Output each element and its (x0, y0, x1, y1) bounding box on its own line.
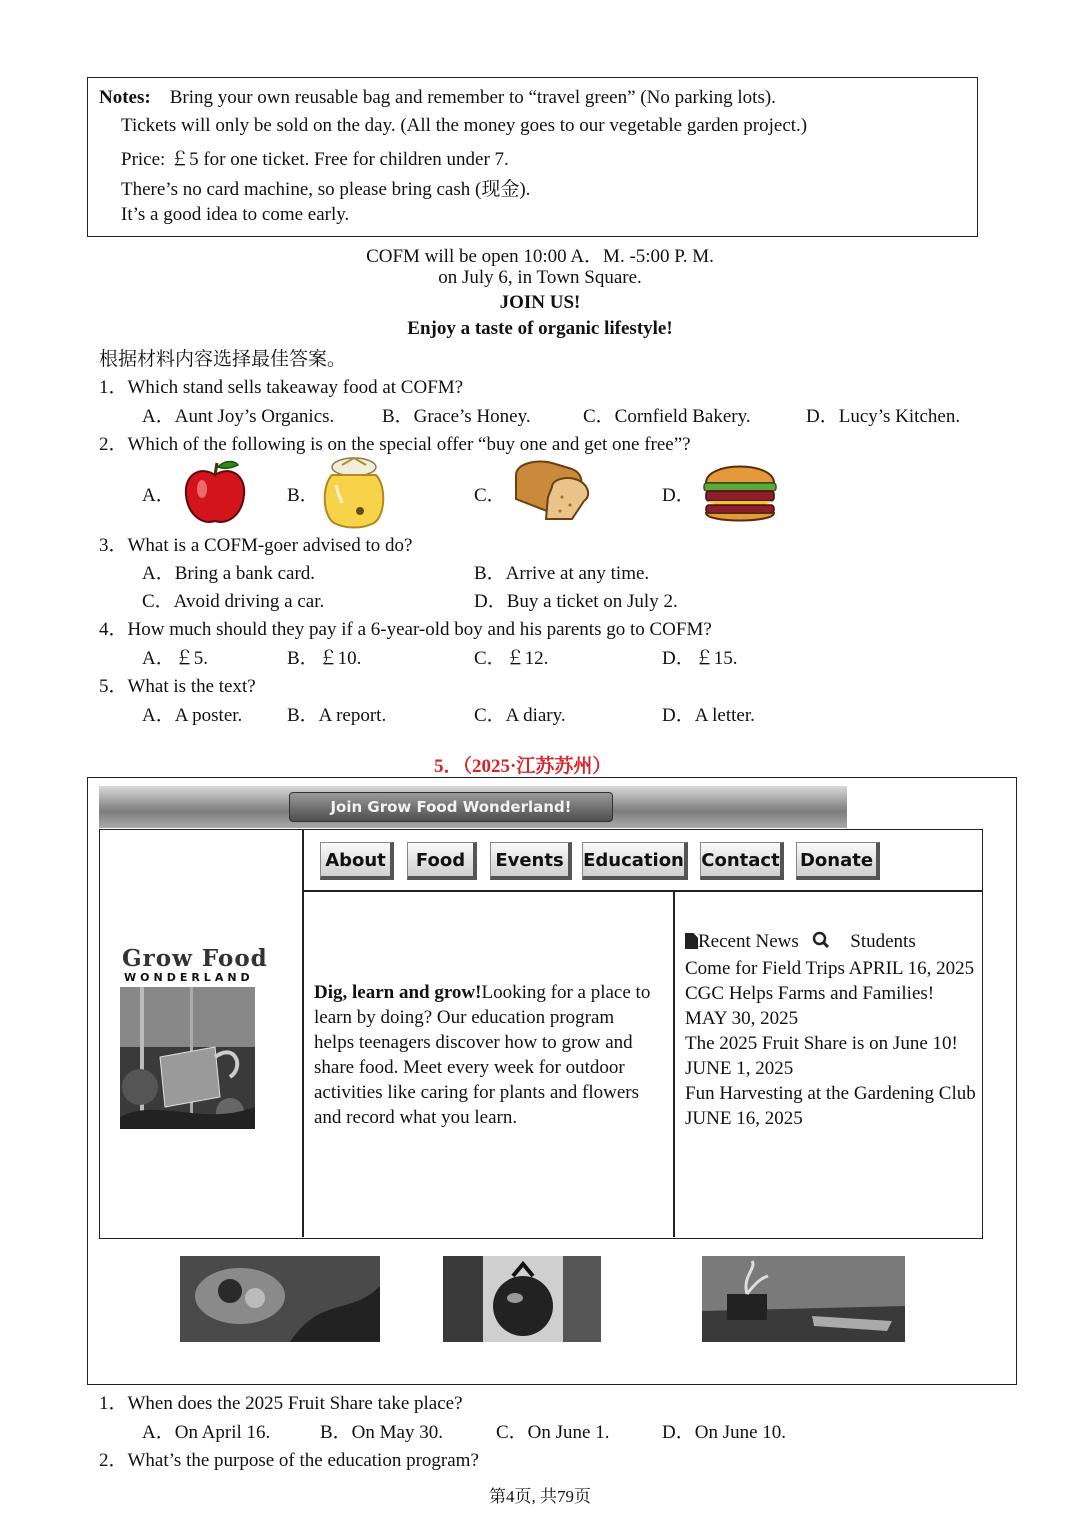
nav-donate[interactable]: Donate (796, 842, 880, 880)
p1-q3-option-d[interactable]: D．Buy a ticket on July 2. (474, 591, 678, 612)
p1-q3-option-a[interactable]: A．Bring a bank card. (142, 563, 316, 584)
nav-contact[interactable]: Contact (700, 842, 784, 880)
bread-icon[interactable] (512, 457, 594, 525)
apple-icon[interactable] (180, 457, 250, 527)
notes-box (87, 77, 978, 237)
p1-q3-option-c[interactable]: C．Avoid driving a car. (142, 591, 325, 612)
notes-line-2: Tickets will only be sold on the day. (All the money goes to our vegetable garden project.) (121, 115, 808, 136)
potted-plant-photo (702, 1256, 905, 1342)
website-layout-grid (99, 829, 983, 1239)
p1-q2-stem: 2．Which of the following is on the special offer “buy one and get one free”? (99, 434, 691, 455)
honey-jar-icon[interactable] (318, 455, 390, 529)
section-5-title: 5．（2025·江苏苏州） (434, 756, 612, 777)
nav-about[interactable]: About (320, 842, 394, 880)
page-footer: 第4页, 共79页 (489, 1487, 591, 1506)
p1-q4-option-b[interactable]: B．￡10. (287, 648, 362, 669)
logo-subtitle: WONDERLAND (124, 971, 254, 984)
p1-q1-stem: 1．Which stand sells takeaway food at COFM? (99, 377, 464, 398)
p2-q1-stem: 1．When does the 2025 Fruit Share take place? (99, 1393, 463, 1414)
harvest-basket-photo (180, 1256, 380, 1342)
p1-q2-option-b[interactable]: B． (287, 485, 319, 506)
p1-q5-stem: 5．What is the text? (99, 676, 256, 697)
p1-q4-option-a[interactable]: A．￡5. (142, 648, 208, 669)
p1-q2-option-a[interactable]: A． (142, 485, 175, 506)
notes-line-5: It’s a good idea to come early. (121, 204, 350, 225)
logo-title: Grow Food (122, 945, 268, 972)
nav-food[interactable]: Food (407, 842, 477, 880)
news-header[interactable]: Recent News (698, 931, 799, 952)
instruction: 根据材料内容选择最佳答案。 (99, 349, 347, 370)
notes-text-1: Bring your own reusable bag and remember to “travel green” (No parking lots). (169, 87, 776, 108)
notes-line-3: Price: ￡5 for one ticket. Free for children under 7. (121, 149, 509, 170)
intro-headline: Dig, learn and grow! (314, 982, 482, 1003)
p1-q3-option-b[interactable]: B．Arrive at any time. (474, 563, 650, 584)
p1-q3-stem: 3．What is a COFM-goer advised to do? (99, 535, 413, 556)
p1-q1-option-c[interactable]: C．Cornfield Bakery. (583, 406, 751, 427)
event-time: COFM will be open 10:00 A．M. -5:00 P. M. (366, 246, 714, 267)
search-icon[interactable] (812, 931, 830, 956)
notes-line-1 (99, 87, 776, 109)
p2-q2-stem: 2．What’s the purpose of the education program? (99, 1450, 479, 1471)
event-place: on July 6, in Town Square. (438, 267, 642, 288)
tomato-photo (443, 1256, 601, 1342)
news-item-3[interactable]: The 2025 Fruit Share is on June 10! (685, 1033, 958, 1054)
p2-q1-option-b[interactable]: B．On May 30. (320, 1422, 443, 1443)
nav-events[interactable]: Events (490, 842, 572, 880)
p1-q5-option-b[interactable]: B．A report. (287, 705, 387, 726)
news-item-4-date: JUNE 16, 2025 (685, 1108, 803, 1129)
document-icon (685, 933, 698, 949)
p1-q5-option-a[interactable]: A．A poster. (142, 705, 243, 726)
p1-q1-option-a[interactable]: A．Aunt Joy’s Organics. (142, 406, 335, 427)
p1-q2-option-d[interactable]: D． (662, 485, 695, 506)
website-screenshot (87, 777, 1017, 1385)
p2-q1-option-c[interactable]: C．On June 1. (496, 1422, 610, 1443)
p1-q4-option-c[interactable]: C．￡12. (474, 648, 549, 669)
news-header-row (685, 929, 977, 956)
news-item-1[interactable]: Come for Field Trips APRIL 16, 2025 (685, 958, 975, 979)
p2-q1-option-d[interactable]: D．On June 10. (662, 1422, 787, 1443)
event-slogan: Enjoy a taste of organic lifestyle! (407, 318, 673, 339)
education-intro (314, 980, 659, 1130)
p2-q1-option-a[interactable]: A．On April 16. (142, 1422, 271, 1443)
event-join: JOIN US! (499, 292, 581, 313)
p1-q5-option-c[interactable]: C．A diary. (474, 705, 566, 726)
p1-q4-option-d[interactable]: D．￡15. (662, 648, 738, 669)
notes-label: Notes: (99, 87, 151, 108)
news-item-2[interactable]: CGC Helps Farms and Families! MAY 30, 2025 (685, 983, 935, 1029)
p1-q1-option-d[interactable]: D．Lucy’s Kitchen. (806, 406, 961, 427)
p1-q5-option-d[interactable]: D．A letter. (662, 705, 755, 726)
news-column (685, 929, 977, 1131)
intro-body: Looking for a place to learn by doing? Our education program helps teenagers discover how to grow and share food. Meet every week for outdoor activities like caring for plants and flowers and record what you learn. (314, 982, 651, 1128)
website-banner (99, 786, 847, 828)
p1-q2-option-c[interactable]: C． (474, 485, 506, 506)
news-item-3-date: JUNE 1, 2025 (685, 1058, 794, 1079)
burger-icon[interactable] (700, 455, 780, 527)
notes-line-4: There’s no card machine, so please bring cash (现金). (121, 179, 531, 200)
p1-q1-option-b[interactable]: B．Grace’s Honey. (382, 406, 531, 427)
garden-tools-photo (120, 987, 255, 1129)
news-item-4[interactable]: Fun Harvesting at the Gardening Club (685, 1083, 976, 1104)
join-banner-button[interactable]: Join Grow Food Wonderland! (289, 792, 613, 822)
p1-q4-stem: 4．How much should they pay if a 6-year-old boy and his parents go to COFM? (99, 619, 712, 640)
news-students[interactable]: Students (850, 931, 916, 952)
nav-education[interactable]: Education (582, 842, 688, 880)
